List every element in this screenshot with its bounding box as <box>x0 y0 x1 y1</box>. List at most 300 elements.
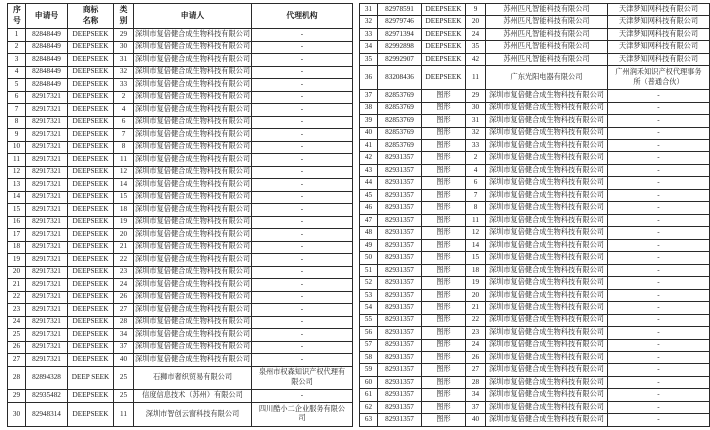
cell-trademark-name: DEEPSEEK <box>422 41 466 53</box>
cell-class: 25 <box>114 390 134 403</box>
cell-applicant: 深圳市复倍健合成生物科技有限公司 <box>486 227 608 239</box>
cell-serial-number: 11 <box>8 154 26 167</box>
cell-class: 34 <box>466 389 486 401</box>
cell-serial-number: 43 <box>360 164 378 176</box>
cell-applicant: 深圳市复倍健合成生物科技有限公司 <box>134 191 252 204</box>
cell-applicant: 深圳市复倍健合成生物科技有限公司 <box>134 229 252 242</box>
table-row <box>360 339 710 351</box>
cell-serial-number: 25 <box>8 329 26 342</box>
cell-trademark-name: DEEPSEEK <box>422 53 466 65</box>
cell-application-number: 82917321 <box>26 216 68 229</box>
cell-applicant: 深圳市复倍健合成生物科技有限公司 <box>134 91 252 104</box>
cell-serial-number: 32 <box>360 16 378 28</box>
table-row <box>8 54 353 67</box>
cell-application-number: 83208436 <box>378 66 422 90</box>
cell-serial-number: 45 <box>360 189 378 201</box>
table-row <box>360 41 710 53</box>
table-row <box>360 264 710 276</box>
table-body-left <box>8 29 353 427</box>
cell-agency: - <box>252 341 353 354</box>
table-row <box>360 302 710 314</box>
table-row <box>8 141 353 154</box>
cell-agency: - <box>252 154 353 167</box>
cell-agency: 天津梦知网科技有限公司 <box>608 41 710 53</box>
cell-serial-number: 23 <box>8 304 26 317</box>
cell-application-number: 82917321 <box>26 291 68 304</box>
cell-trademark-name: DEEPSEEK <box>68 266 114 279</box>
table-row <box>8 341 353 354</box>
table-row <box>8 104 353 117</box>
cell-agency: - <box>608 364 710 376</box>
cell-application-number: 82931357 <box>378 339 422 351</box>
cell-serial-number: 1 <box>8 29 26 42</box>
cell-application-number: 82992907 <box>378 53 422 65</box>
cell-serial-number: 44 <box>360 177 378 189</box>
cell-agency: - <box>608 414 710 427</box>
table-row <box>360 4 710 16</box>
cell-class: 7 <box>114 129 134 142</box>
cell-trademark-name: 图形 <box>422 214 466 226</box>
cell-serial-number: 30 <box>8 402 26 426</box>
table-row <box>8 402 353 426</box>
cell-applicant: 深圳市复倍健合成生物科技有限公司 <box>134 329 252 342</box>
cell-trademark-name: 图形 <box>422 164 466 176</box>
cell-serial-number: 47 <box>360 214 378 226</box>
cell-application-number: 82931357 <box>378 289 422 301</box>
cell-serial-number: 57 <box>360 339 378 351</box>
cell-application-number: 82931357 <box>378 214 422 226</box>
cell-application-number: 82853769 <box>378 115 422 127</box>
cell-class: 21 <box>466 302 486 314</box>
cell-serial-number: 20 <box>8 266 26 279</box>
table-row <box>360 214 710 226</box>
cell-serial-number: 3 <box>8 54 26 67</box>
cell-serial-number: 56 <box>360 327 378 339</box>
cell-application-number: 82848449 <box>26 54 68 67</box>
cell-application-number: 82931357 <box>378 364 422 376</box>
cell-applicant: 深圳市复倍健合成生物科技有限公司 <box>486 414 608 427</box>
cell-trademark-name: DEEPSEEK <box>422 16 466 28</box>
cell-agency: 广州润禾知识产权代理事务所（普通合伙） <box>608 66 710 90</box>
cell-trademark-name: DEEPSEEK <box>68 229 114 242</box>
table-row <box>8 241 353 254</box>
cell-application-number: 82931357 <box>378 164 422 176</box>
table-row <box>8 91 353 104</box>
cell-class: 35 <box>466 41 486 53</box>
cell-agency: - <box>608 90 710 102</box>
cell-trademark-name: DEEPSEEK <box>68 304 114 317</box>
cell-trademark-name: DEEPSEEK <box>68 179 114 192</box>
cell-class: 22 <box>466 314 486 326</box>
cell-agency: - <box>608 401 710 413</box>
cell-trademark-name: 图形 <box>422 364 466 376</box>
cell-trademark-name: 图形 <box>422 202 466 214</box>
cell-class: 20 <box>466 289 486 301</box>
cell-application-number: 82853769 <box>378 90 422 102</box>
cell-agency: 泉州市权森知识产权代理有限公司 <box>252 366 353 390</box>
cell-serial-number: 27 <box>8 354 26 367</box>
cell-trademark-name: DEEPSEEK <box>68 279 114 292</box>
cell-serial-number: 53 <box>360 289 378 301</box>
cell-trademark-name: DEEPSEEK <box>68 254 114 267</box>
cell-class: 6 <box>114 116 134 129</box>
cell-serial-number: 4 <box>8 66 26 79</box>
cell-serial-number: 41 <box>360 140 378 152</box>
cell-serial-number: 21 <box>8 279 26 292</box>
cell-applicant: 深圳市复倍健合成生物科技有限公司 <box>486 401 608 413</box>
cell-agency: - <box>252 166 353 179</box>
cell-class: 33 <box>466 140 486 152</box>
cell-class: 12 <box>466 227 486 239</box>
cell-applicant: 深圳市复倍健合成生物科技有限公司 <box>134 291 252 304</box>
cell-agency: - <box>608 152 710 164</box>
cell-agency: - <box>608 252 710 264</box>
cell-applicant: 深圳市复倍健合成生物科技有限公司 <box>134 79 252 92</box>
cell-applicant: 深圳市复倍健合成生物科技有限公司 <box>486 214 608 226</box>
cell-application-number: 82894328 <box>26 366 68 390</box>
cell-applicant: 深圳市复倍健合成生物科技有限公司 <box>486 90 608 102</box>
cell-application-number: 82853769 <box>378 102 422 114</box>
cell-agency: - <box>252 129 353 142</box>
cell-application-number: 82931357 <box>378 314 422 326</box>
cell-application-number: 82853769 <box>378 140 422 152</box>
cell-trademark-name: DEEP SEEK <box>68 366 114 390</box>
cell-trademark-name: DEEPSEEK <box>422 4 466 16</box>
cell-trademark-name: 图形 <box>422 339 466 351</box>
cell-trademark-name: DEEPSEEK <box>68 316 114 329</box>
table-row <box>360 189 710 201</box>
table-row <box>360 177 710 189</box>
cell-class: 32 <box>114 66 134 79</box>
table-row <box>8 204 353 217</box>
cell-agency: - <box>252 291 353 304</box>
cell-serial-number: 15 <box>8 204 26 217</box>
cell-class: 29 <box>466 90 486 102</box>
cell-agency: - <box>252 79 353 92</box>
table-row <box>360 16 710 28</box>
cell-serial-number: 58 <box>360 351 378 363</box>
header-application-number: 申请号 <box>26 4 68 29</box>
cell-agency: - <box>608 227 710 239</box>
cell-agency: - <box>252 304 353 317</box>
cell-trademark-name: DEEPSEEK <box>422 28 466 40</box>
table-row <box>8 191 353 204</box>
cell-serial-number: 36 <box>360 66 378 90</box>
cell-class: 6 <box>466 177 486 189</box>
cell-applicant: 深圳市复倍健合成生物科技有限公司 <box>134 354 252 367</box>
cell-trademark-name: DEEPSEEK <box>68 116 114 129</box>
cell-application-number: 82917321 <box>26 166 68 179</box>
cell-application-number: 82917321 <box>26 129 68 142</box>
table-header <box>8 4 353 29</box>
cell-application-number: 82848449 <box>26 41 68 54</box>
cell-serial-number: 46 <box>360 202 378 214</box>
cell-agency: 天津梦知网科技有限公司 <box>608 4 710 16</box>
table-row <box>8 116 353 129</box>
cell-application-number: 82931357 <box>378 414 422 427</box>
cell-class: 9 <box>466 4 486 16</box>
cell-trademark-name: DEEPSEEK <box>68 329 114 342</box>
table-row <box>360 53 710 65</box>
cell-serial-number: 48 <box>360 227 378 239</box>
cell-agency: - <box>252 254 353 267</box>
cell-class: 11 <box>466 214 486 226</box>
trademark-table-right <box>359 3 710 427</box>
cell-agency: - <box>608 314 710 326</box>
cell-class: 26 <box>114 291 134 304</box>
table-row <box>360 140 710 152</box>
table-row <box>360 239 710 251</box>
cell-applicant: 苏州匹凡智能科技有限公司 <box>486 4 608 16</box>
cell-serial-number: 42 <box>360 152 378 164</box>
cell-agency: - <box>252 204 353 217</box>
table-row <box>8 329 353 342</box>
cell-trademark-name: DEEPSEEK <box>68 241 114 254</box>
cell-application-number: 82978591 <box>378 4 422 16</box>
cell-class: 4 <box>114 104 134 117</box>
cell-serial-number: 55 <box>360 314 378 326</box>
cell-trademark-name: 图形 <box>422 264 466 276</box>
cell-class: 4 <box>466 164 486 176</box>
table-row <box>8 354 353 367</box>
cell-class: 37 <box>114 341 134 354</box>
cell-trademark-name: 图形 <box>422 177 466 189</box>
cell-application-number: 82931357 <box>378 302 422 314</box>
cell-trademark-name: 图形 <box>422 289 466 301</box>
cell-application-number: 82917321 <box>26 179 68 192</box>
table-row <box>360 227 710 239</box>
cell-agency: - <box>608 389 710 401</box>
cell-class: 2 <box>114 91 134 104</box>
cell-class: 7 <box>466 189 486 201</box>
cell-applicant: 深圳市复倍健合成生物科技有限公司 <box>134 104 252 117</box>
header-serial-number: 序号 <box>8 4 26 29</box>
table-row <box>360 327 710 339</box>
cell-class: 24 <box>466 339 486 351</box>
cell-application-number: 82917321 <box>26 204 68 217</box>
table-row <box>360 401 710 413</box>
cell-class: 11 <box>466 66 486 90</box>
cell-agency: - <box>608 202 710 214</box>
cell-applicant: 深圳市复倍健合成生物科技有限公司 <box>486 164 608 176</box>
cell-serial-number: 22 <box>8 291 26 304</box>
cell-applicant: 深圳市复倍健合成生物科技有限公司 <box>486 277 608 289</box>
cell-class: 11 <box>114 402 134 426</box>
cell-applicant: 广东光阳电器有限公司 <box>486 66 608 90</box>
cell-applicant: 深圳市复倍健合成生物科技有限公司 <box>134 304 252 317</box>
cell-agency: - <box>608 351 710 363</box>
table-row <box>8 154 353 167</box>
cell-applicant: 深圳市复倍健合成生物科技有限公司 <box>134 141 252 154</box>
cell-applicant: 石狮市奢织贸易有限公司 <box>134 366 252 390</box>
cell-application-number: 82931357 <box>378 152 422 164</box>
cell-agency: - <box>252 229 353 242</box>
cell-trademark-name: 图形 <box>422 277 466 289</box>
cell-class: 40 <box>466 414 486 427</box>
cell-serial-number: 14 <box>8 191 26 204</box>
cell-serial-number: 63 <box>360 414 378 427</box>
table-row <box>8 29 353 42</box>
cell-trademark-name: DEEPSEEK <box>68 216 114 229</box>
cell-agency: 天津梦知网科技有限公司 <box>608 28 710 40</box>
cell-class: 34 <box>114 329 134 342</box>
cell-trademark-name: 图形 <box>422 189 466 201</box>
cell-class: 30 <box>466 102 486 114</box>
table-row <box>8 129 353 142</box>
cell-agency: - <box>252 54 353 67</box>
cell-serial-number: 19 <box>8 254 26 267</box>
cell-application-number: 82853769 <box>378 127 422 139</box>
table-row <box>8 179 353 192</box>
cell-trademark-name: DEEPSEEK <box>68 91 114 104</box>
cell-applicant: 苏州匹凡智能科技有限公司 <box>486 16 608 28</box>
table-row <box>360 277 710 289</box>
cell-applicant: 深圳市复倍健合成生物科技有限公司 <box>486 327 608 339</box>
cell-agency: - <box>608 177 710 189</box>
cell-application-number: 82917321 <box>26 341 68 354</box>
cell-application-number: 82931357 <box>378 239 422 251</box>
cell-applicant: 深圳市复倍健合成生物科技有限公司 <box>134 41 252 54</box>
table-row <box>360 414 710 427</box>
cell-serial-number: 54 <box>360 302 378 314</box>
cell-agency: - <box>252 41 353 54</box>
cell-agency: - <box>608 127 710 139</box>
cell-agency: - <box>252 354 353 367</box>
cell-agency: - <box>252 266 353 279</box>
cell-agency: - <box>252 116 353 129</box>
cell-application-number: 82931357 <box>378 376 422 388</box>
cell-applicant: 深圳市复倍健合成生物科技有限公司 <box>486 102 608 114</box>
cell-application-number: 82931357 <box>378 327 422 339</box>
cell-trademark-name: 图形 <box>422 401 466 413</box>
table-row <box>360 102 710 114</box>
cell-class: 31 <box>114 54 134 67</box>
cell-agency: 四川酷小二企业服务有限公司 <box>252 402 353 426</box>
cell-applicant: 深圳市复倍健合成生物科技有限公司 <box>486 302 608 314</box>
cell-trademark-name: DEEPSEEK <box>68 390 114 403</box>
cell-trademark-name: 图形 <box>422 152 466 164</box>
cell-application-number: 82917321 <box>26 241 68 254</box>
table-body-right <box>360 4 710 427</box>
header-class: 类别 <box>114 4 134 29</box>
cell-trademark-name: 图形 <box>422 239 466 251</box>
cell-serial-number: 40 <box>360 127 378 139</box>
cell-applicant: 深圳市复倍健合成生物科技有限公司 <box>134 254 252 267</box>
cell-application-number: 82917321 <box>26 191 68 204</box>
cell-serial-number: 35 <box>360 53 378 65</box>
cell-application-number: 82848449 <box>26 29 68 42</box>
cell-applicant: 信度信息技术（苏州）有限公司 <box>134 390 252 403</box>
cell-applicant: 深圳市复倍健合成生物科技有限公司 <box>486 189 608 201</box>
cell-agency: - <box>252 179 353 192</box>
cell-application-number: 82979746 <box>378 16 422 28</box>
cell-applicant: 深圳市复倍健合成生物科技有限公司 <box>134 29 252 42</box>
cell-serial-number: 59 <box>360 364 378 376</box>
cell-agency: - <box>608 164 710 176</box>
cell-agency: - <box>252 104 353 117</box>
cell-serial-number: 9 <box>8 129 26 142</box>
cell-applicant: 深圳市复倍健合成生物科技有限公司 <box>486 202 608 214</box>
header-trademark-name: 商标名称 <box>68 4 114 29</box>
trademark-table-left <box>7 3 353 427</box>
cell-applicant: 深圳市复倍健合成生物科技有限公司 <box>486 140 608 152</box>
cell-trademark-name: 图形 <box>422 314 466 326</box>
table-row <box>360 376 710 388</box>
cell-class: 24 <box>114 279 134 292</box>
cell-serial-number: 7 <box>8 104 26 117</box>
cell-application-number: 82917321 <box>26 229 68 242</box>
header-applicant: 申请人 <box>134 4 252 29</box>
cell-class: 27 <box>114 304 134 317</box>
cell-application-number: 82931357 <box>378 389 422 401</box>
cell-agency: - <box>252 191 353 204</box>
cell-class: 18 <box>466 264 486 276</box>
cell-class: 27 <box>466 364 486 376</box>
cell-agency: - <box>608 339 710 351</box>
cell-trademark-name: 图形 <box>422 389 466 401</box>
cell-applicant: 深圳市复倍健合成生物科技有限公司 <box>134 216 252 229</box>
cell-application-number: 82917321 <box>26 266 68 279</box>
cell-applicant: 深圳市复倍健合成生物科技有限公司 <box>134 154 252 167</box>
table-row <box>360 66 710 90</box>
cell-application-number: 82971394 <box>378 28 422 40</box>
cell-application-number: 82948314 <box>26 402 68 426</box>
cell-application-number: 82931357 <box>378 401 422 413</box>
cell-class: 14 <box>114 179 134 192</box>
cell-applicant: 深圳市复倍健合成生物科技有限公司 <box>134 66 252 79</box>
cell-class: 28 <box>114 316 134 329</box>
table-row <box>8 166 353 179</box>
cell-class: 42 <box>466 53 486 65</box>
cell-trademark-name: DEEPSEEK <box>68 341 114 354</box>
cell-applicant: 深圳市复倍健合成生物科技有限公司 <box>134 204 252 217</box>
cell-applicant: 深圳市复倍健合成生物科技有限公司 <box>486 389 608 401</box>
cell-applicant: 深圳市复倍健合成生物科技有限公司 <box>486 339 608 351</box>
cell-class: 21 <box>114 241 134 254</box>
cell-agency: - <box>608 189 710 201</box>
cell-application-number: 82917321 <box>26 279 68 292</box>
cell-class: 32 <box>466 127 486 139</box>
cell-trademark-name: DEEPSEEK <box>68 166 114 179</box>
table-row <box>360 351 710 363</box>
cell-application-number: 82917321 <box>26 154 68 167</box>
cell-applicant: 深圳市复倍健合成生物科技有限公司 <box>486 127 608 139</box>
cell-agency: - <box>608 264 710 276</box>
cell-agency: - <box>608 376 710 388</box>
cell-trademark-name: 图形 <box>422 127 466 139</box>
cell-serial-number: 24 <box>8 316 26 329</box>
cell-serial-number: 60 <box>360 376 378 388</box>
cell-applicant: 深圳市复倍健合成生物科技有限公司 <box>134 129 252 142</box>
header-row <box>8 4 353 29</box>
cell-trademark-name: 图形 <box>422 327 466 339</box>
cell-applicant: 深圳市复倍健合成生物科技有限公司 <box>486 177 608 189</box>
cell-agency: - <box>608 277 710 289</box>
cell-class: 2 <box>466 152 486 164</box>
cell-trademark-name: DEEPSEEK <box>68 354 114 367</box>
cell-trademark-name: DEEPSEEK <box>68 204 114 217</box>
cell-applicant: 深圳市复倍健合成生物科技有限公司 <box>486 239 608 251</box>
cell-class: 15 <box>114 191 134 204</box>
header-agency: 代理机构 <box>252 4 353 29</box>
cell-serial-number: 8 <box>8 116 26 129</box>
cell-class: 28 <box>466 376 486 388</box>
cell-class: 23 <box>466 327 486 339</box>
cell-applicant: 深圳市复倍健合成生物科技有限公司 <box>134 341 252 354</box>
cell-serial-number: 37 <box>360 90 378 102</box>
cell-class: 20 <box>114 229 134 242</box>
cell-application-number: 82917321 <box>26 329 68 342</box>
